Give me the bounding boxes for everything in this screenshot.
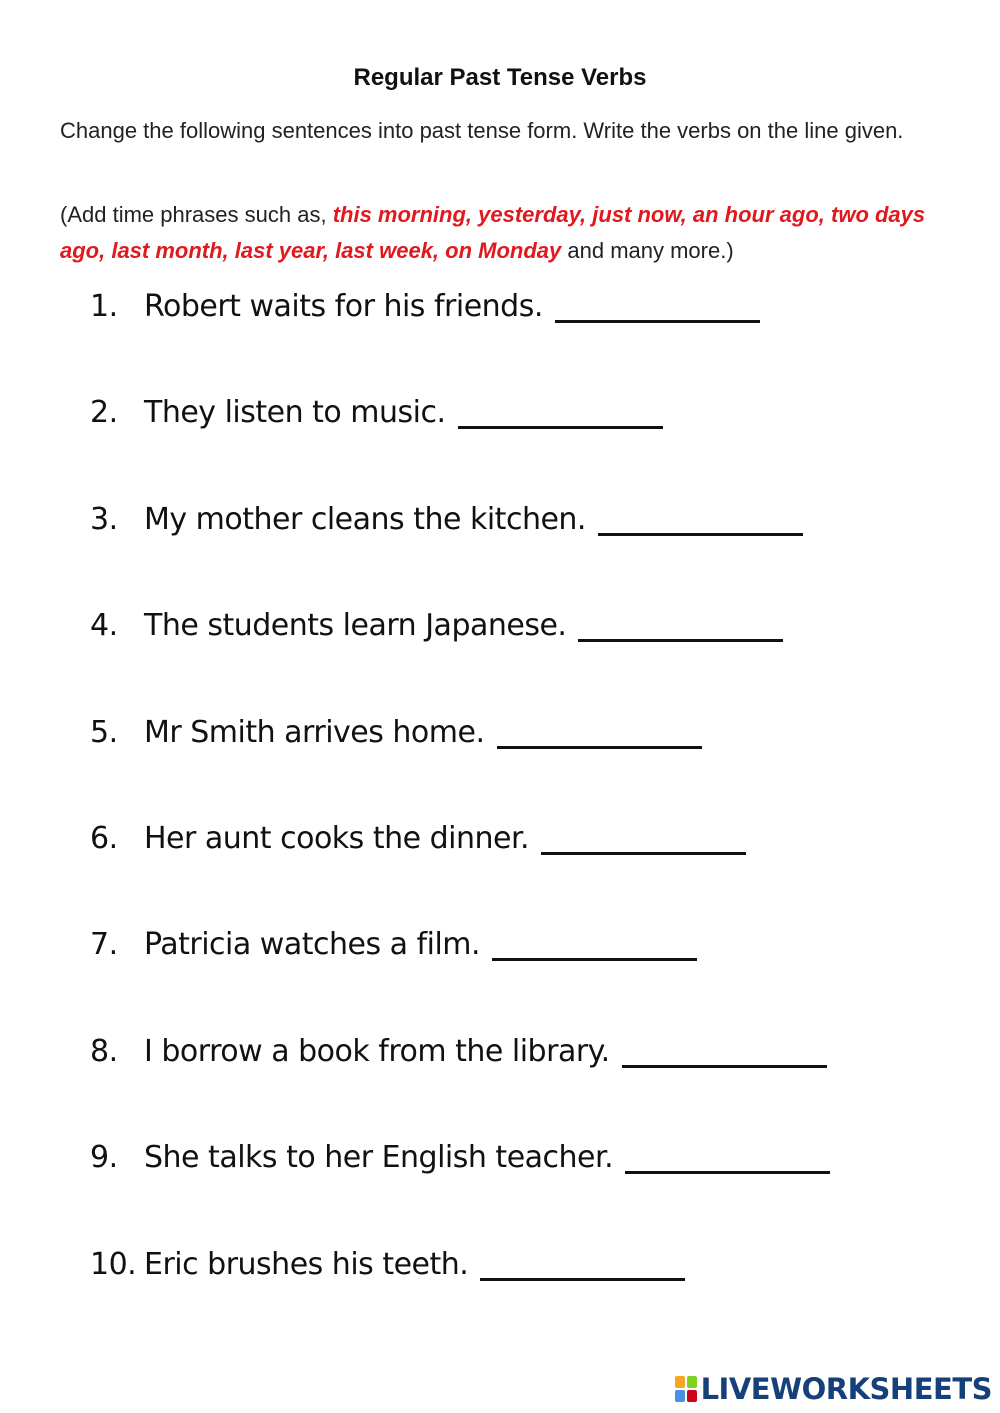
question-sentence: Mr Smith arrives home. [144, 714, 485, 750]
question-sentence: My mother cleans the kitchen. [144, 501, 586, 537]
answer-line-4[interactable] [578, 599, 783, 642]
question-5 [90, 706, 950, 812]
liveworksheets-logo-icon [675, 1376, 697, 1402]
liveworksheets-logo[interactable] [675, 1373, 992, 1405]
question-number: 9. [90, 1140, 118, 1176]
question-sentence: She talks to her English teacher. [144, 1140, 614, 1176]
answer-line-9[interactable] [625, 1131, 830, 1174]
answer-line-2[interactable] [458, 386, 663, 429]
logo-square [675, 1390, 685, 1402]
question-list [90, 280, 950, 1344]
answer-line-3[interactable] [598, 493, 803, 536]
question-number: 2. [90, 395, 118, 431]
answer-line-8[interactable] [622, 1025, 827, 1068]
question-number: 8. [90, 1033, 118, 1069]
question-number: 3. [90, 501, 118, 537]
time-phrases-hint [60, 197, 940, 269]
worksheet-title: Regular Past Tense Verbs [353, 64, 647, 91]
answer-line-6[interactable] [541, 812, 746, 855]
question-2 [90, 386, 950, 492]
question-8 [90, 1025, 950, 1131]
logo-text: LIVEWORKSHEETS [700, 1372, 992, 1406]
question-sentence: I borrow a book from the library. [144, 1033, 610, 1069]
question-number: 10. [90, 1246, 137, 1282]
answer-line-7[interactable] [492, 918, 697, 961]
question-sentence: Eric brushes his teeth. [144, 1246, 469, 1282]
question-1 [90, 280, 950, 386]
question-number: 6. [90, 820, 118, 856]
question-number: 4. [90, 608, 118, 644]
question-9 [90, 1131, 950, 1237]
question-sentence: They listen to music. [144, 395, 446, 431]
question-number: 7. [90, 927, 118, 963]
question-7 [90, 918, 950, 1024]
question-4 [90, 599, 950, 705]
question-sentence: Robert waits for his friends. [144, 289, 543, 324]
question-sentence: The students learn Japanese. [144, 608, 567, 644]
logo-square [675, 1376, 685, 1388]
answer-line-1[interactable] [555, 280, 760, 323]
answer-line-5[interactable] [497, 706, 702, 749]
logo-square [687, 1376, 697, 1388]
hint-prefix: (Add time phrases such as, [60, 202, 333, 227]
question-10 [90, 1238, 950, 1344]
question-sentence: Her aunt cooks the dinner. [144, 820, 530, 856]
question-sentence: Patricia watches a film. [144, 927, 481, 963]
hint-suffix: and many more.) [561, 238, 734, 263]
question-6 [90, 812, 950, 918]
hint-phrases: this morning, yesterday, just now, an hour ago, two days ago, last month, last year, last week, on Monday [60, 202, 926, 263]
question-3 [90, 493, 950, 599]
answer-line-10[interactable] [480, 1238, 685, 1281]
question-number: 5. [90, 714, 118, 750]
logo-square [687, 1390, 697, 1402]
question-number: 1. [90, 289, 118, 324]
instructions: Change the following sentences into past tense form. Write the verbs on the line given. [60, 118, 904, 143]
